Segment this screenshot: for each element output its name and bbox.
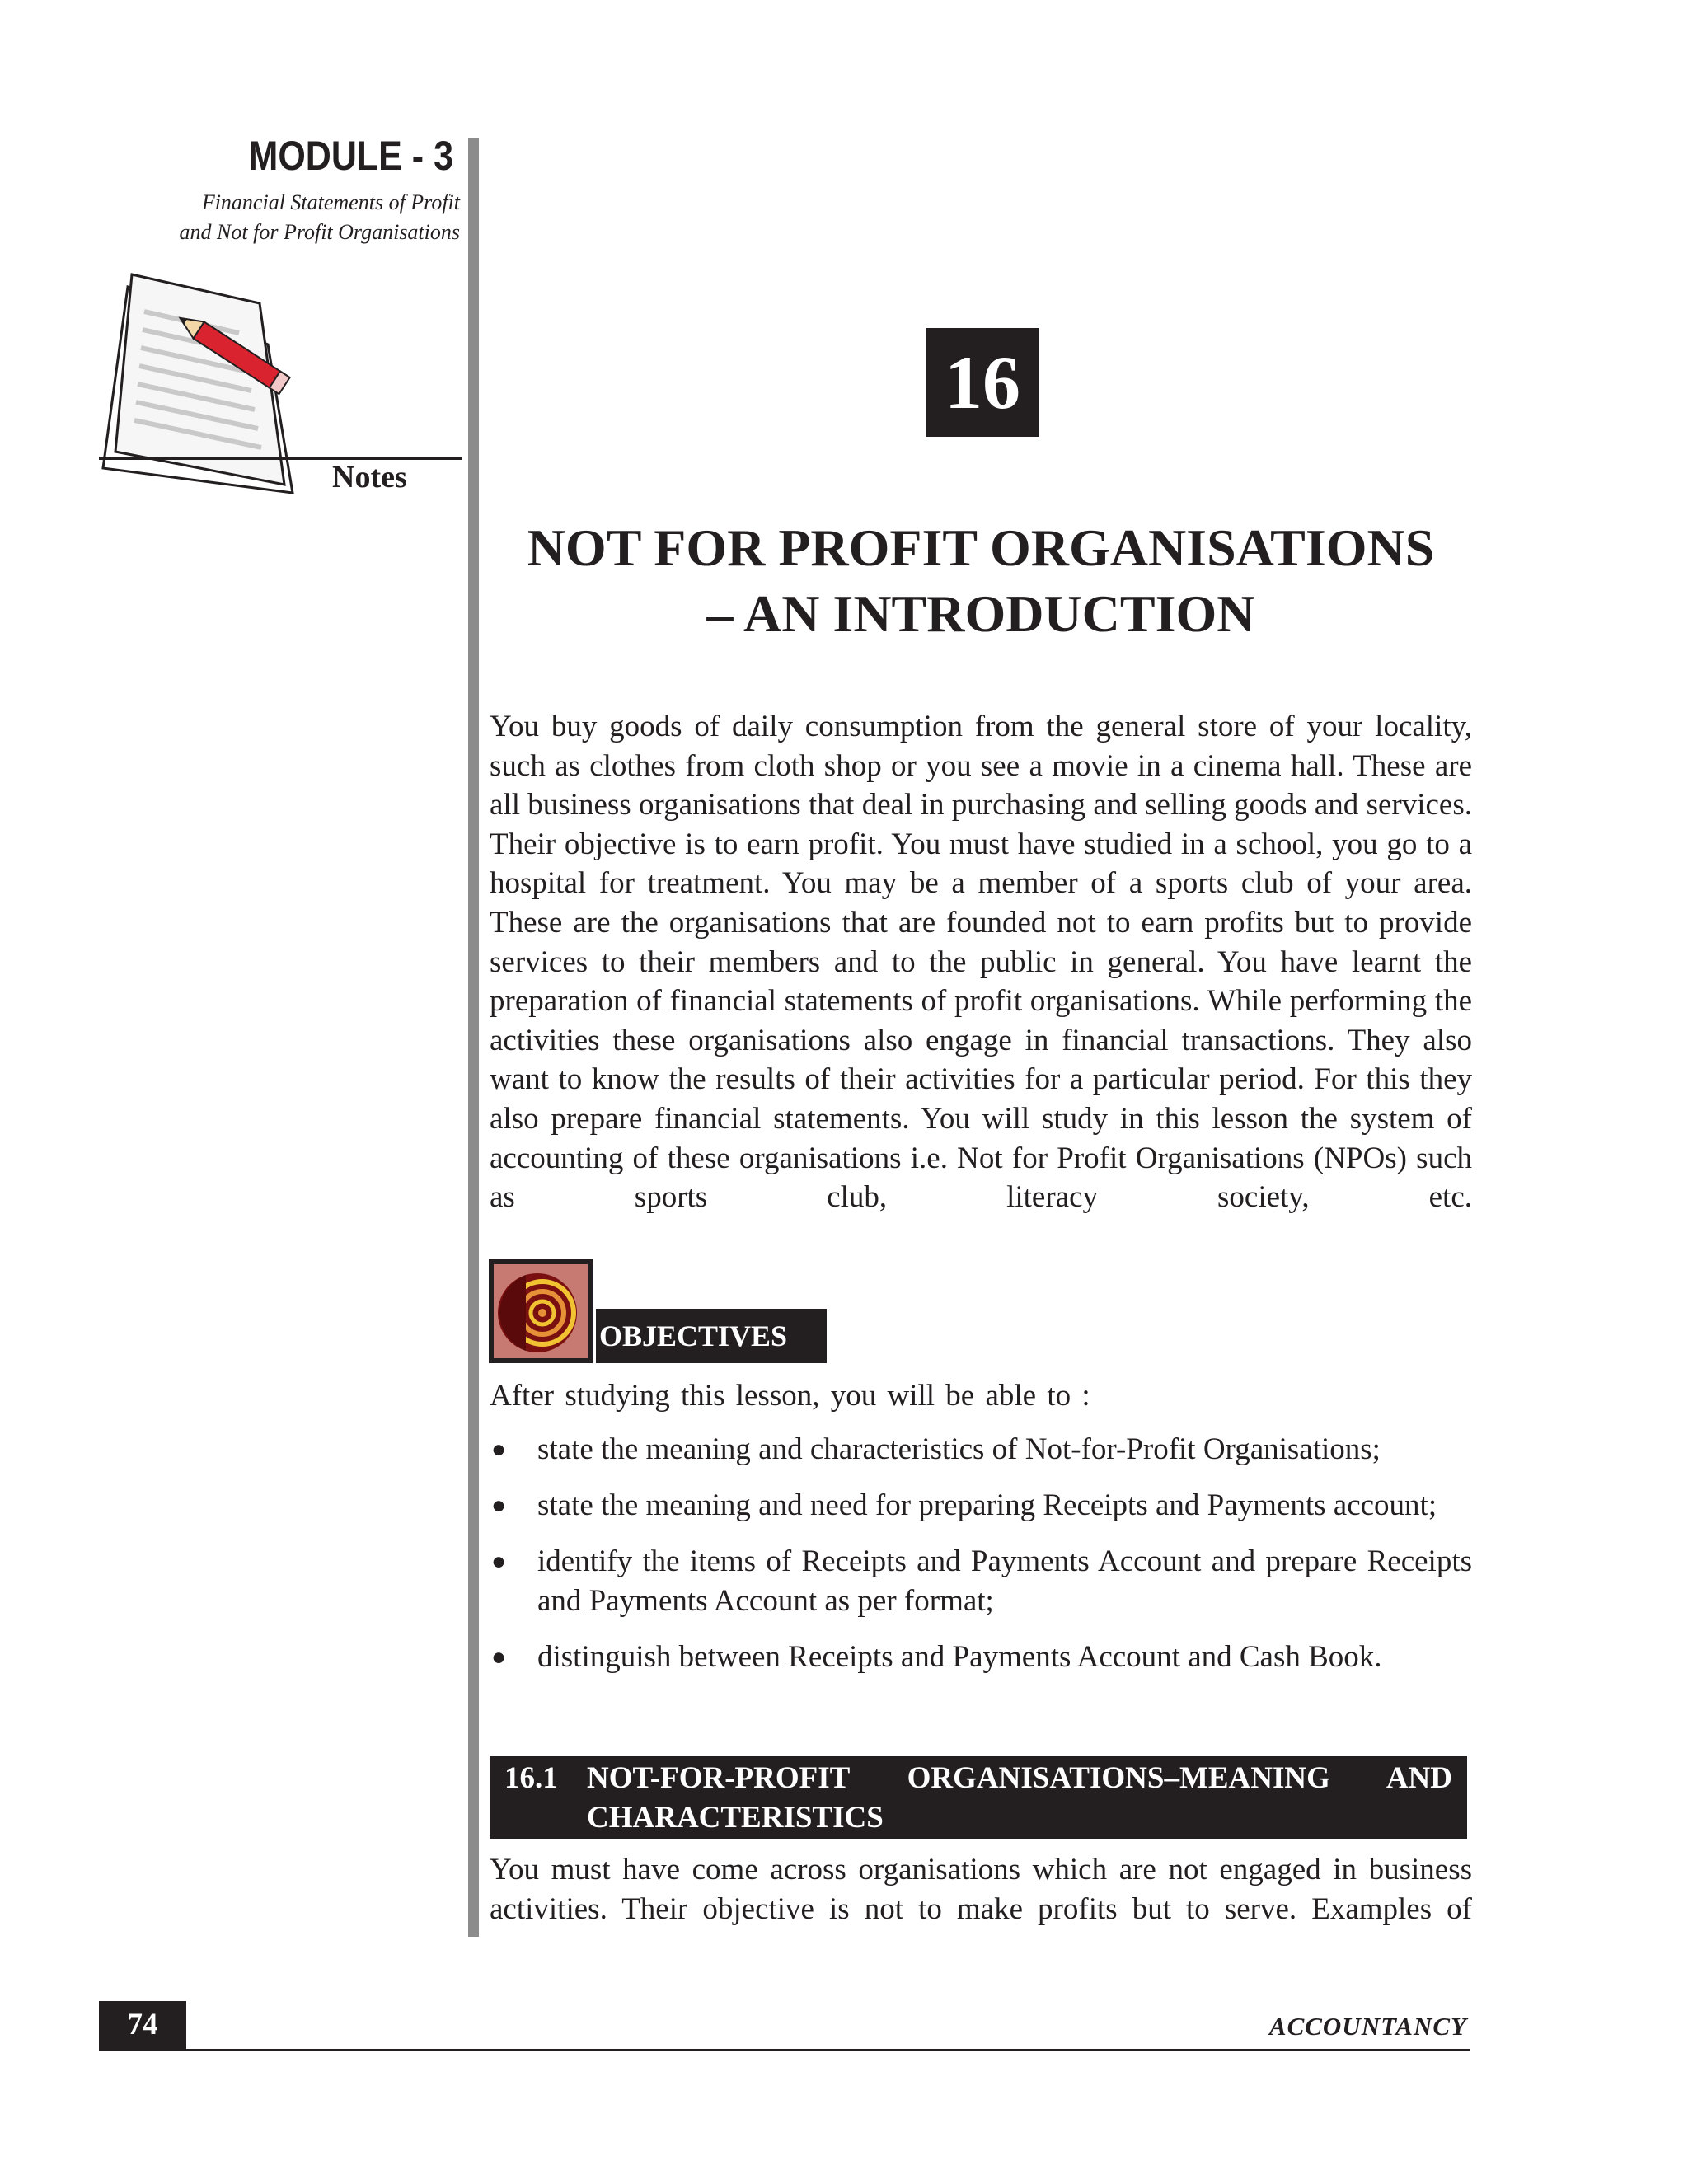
target-icon [488,1258,593,1364]
objectives-lead: After studying this lesson, you will be able to : [490,1379,1090,1413]
page-number: 74 [99,2001,186,2049]
notes-label: Notes [332,460,407,494]
list-item: ● state the meaning and need for preparing Receipts and Payments account; [490,1486,1472,1526]
section-number: 16.1 [504,1761,558,1795]
module-subtitle [99,188,460,247]
objectives-list [490,1430,1472,1694]
section-title: NOT-FOR-PROFIT ORGANISATIONS–MEANING AND CHARACTERISTICS [587,1761,1452,1835]
notes-rule [99,457,462,460]
chapter-title [495,515,1467,647]
section-heading [490,1756,1467,1839]
intro-paragraph: You buy goods of daily consumption from the general store of your locality, such as clothes from cloth shop or you see a movie in a cinema hall. These are all business organisations that deal in purchasing and selling goods and services. Their objective is to earn profit. You must have studied in a school, you go to a hospital for treatment. You may be a member of a sports club of your area. These are the organisations that are founded not to earn profits but to provide services to their members and to the public in general. You have learnt the preparation of financial statements of profit organisations. While performing the activities these organisations also engage in financial transactions. They also want to know the results of their activities for a particular period. For this they also prepare financial statements. You will study in this lesson the system of accounting of these organisations i.e. Not for Profit Organisations (NPOs) such as sports club, literacy society, etc. [490,710,1472,1215]
footer-rule [99,2049,1470,2051]
list-item: ● state the meaning and characteristics of Not-for-Profit Organisations; [490,1430,1472,1469]
chapter-title-line1: NOT FOR PROFIT ORGANISATIONS [527,518,1435,577]
chapter-title-line2: – AN INTRODUCTION [706,584,1255,643]
objectives-heading: OBJECTIVES [596,1309,827,1363]
module-subtitle-line1: Financial Statements of Profit [201,190,460,214]
list-item: ● identify the items of Receipts and Payments Account and prepare Receipts and Payments Account as per format; [490,1542,1472,1621]
chapter-number: 16 [926,328,1039,437]
footer-book-title: ACCOUNTANCY [1268,2012,1467,2041]
notepad-pencil-icon [95,262,317,497]
module-subtitle-line2: and Not for Profit Organisations [179,220,460,244]
module-title: MODULE - 3 [248,133,453,179]
margin-divider [468,138,479,1937]
section-body: You must have come across organisations which are not engaged in business activities. Their objective is not to make profits but to serve. Examples of [490,1853,1472,1926]
list-item: ● distinguish between Receipts and Payments Account and Cash Book. [490,1638,1472,1677]
